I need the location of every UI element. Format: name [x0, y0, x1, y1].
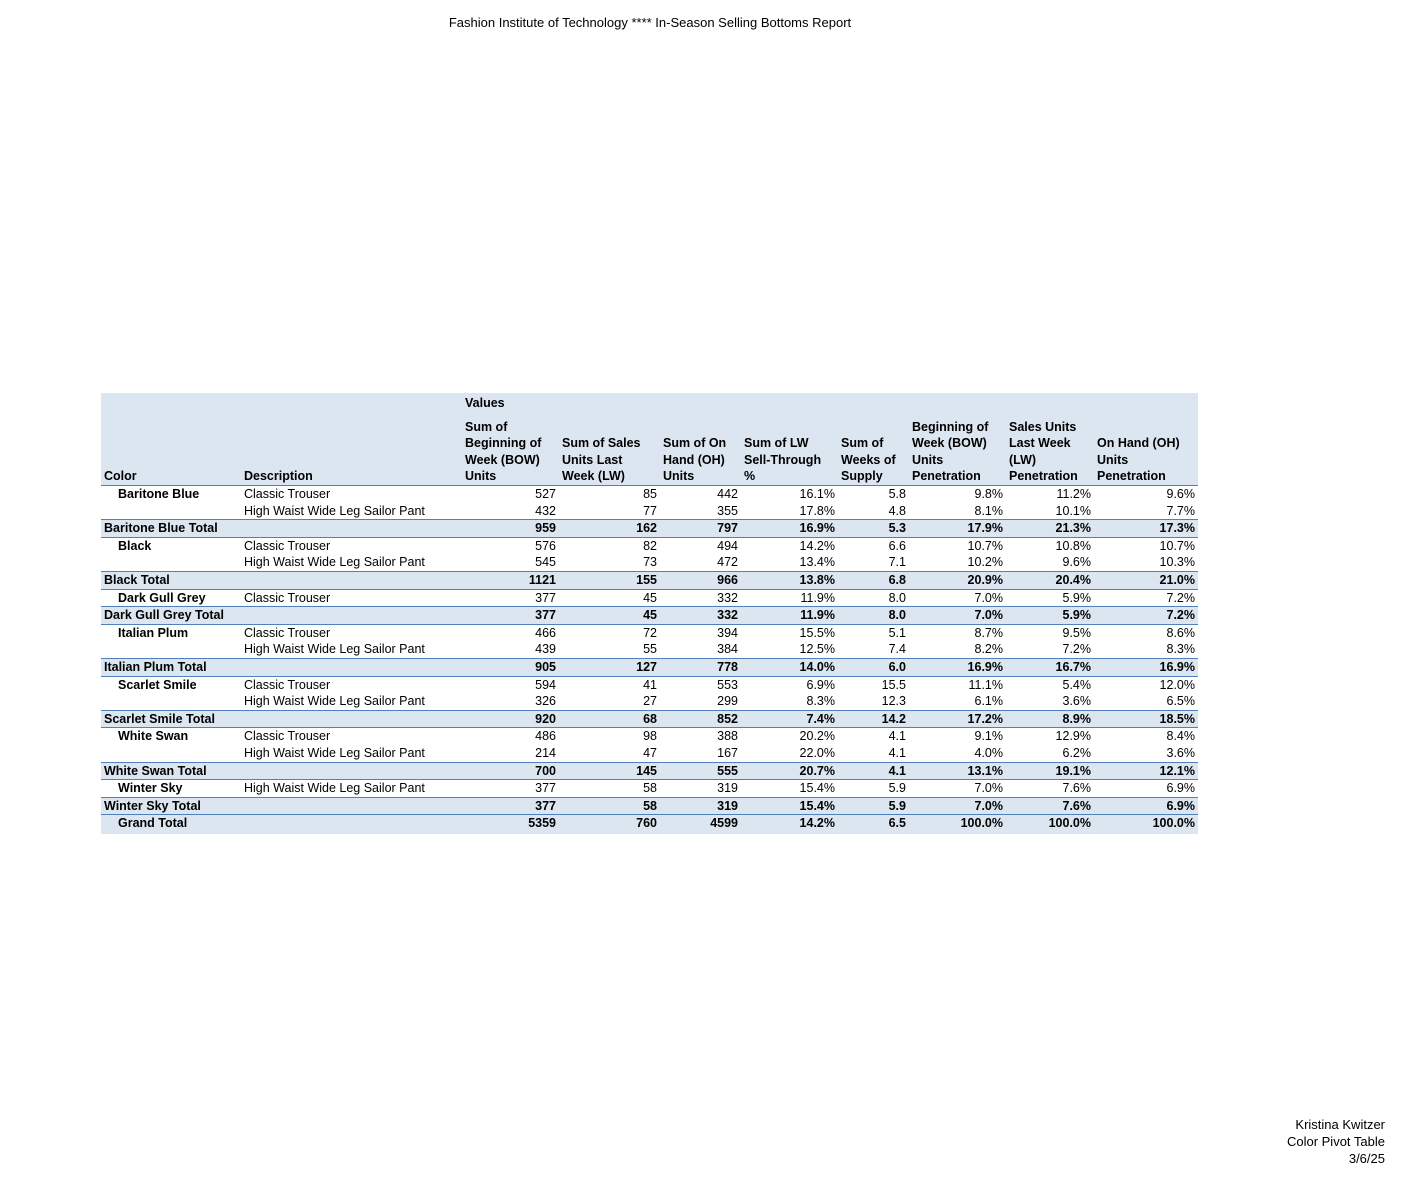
cell-oh-pen: 7.2%	[1166, 590, 1195, 605]
cell-color: Scarlet Smile	[118, 677, 197, 692]
footer-sheet-name: Color Pivot Table	[1286, 1134, 1385, 1149]
cell-sales: 73	[643, 555, 657, 570]
cell-sales: 58	[559, 797, 660, 815]
cell-description	[241, 710, 462, 728]
cell-sales-pen: 21.3%	[1006, 520, 1094, 538]
cell-oh: 494	[717, 538, 738, 553]
cell-sales: 98	[643, 729, 657, 744]
cell-bow-pen: 100.0%	[909, 815, 1006, 833]
cell-oh: 966	[660, 571, 741, 589]
header-on-hand-units[interactable]: Sum of On Hand (OH) Units	[660, 415, 741, 486]
header-oh-penetration[interactable]: On Hand (OH) Units Penetration	[1094, 415, 1198, 486]
cell-bow: 527	[535, 487, 556, 501]
cell-sales-pen: 12.9%	[1055, 729, 1091, 744]
cell-st: 20.2%	[799, 729, 835, 744]
cell-oh: 442	[717, 487, 738, 501]
table-row	[101, 486, 1198, 503]
subtotal-row	[101, 797, 1198, 815]
cell-sales: 760	[559, 815, 660, 833]
cell-bow: 576	[535, 538, 556, 553]
cell-bow-pen: 10.2%	[967, 555, 1003, 570]
table-row	[101, 728, 1198, 745]
cell-sales: 162	[559, 520, 660, 538]
header-bow-penetration[interactable]: Beginning of Week (BOW) Units Penetration	[909, 415, 1006, 486]
cell-color: Grand Total	[101, 815, 241, 833]
cell-bow: 377	[462, 797, 559, 815]
cell-color	[101, 693, 241, 710]
cell-color: Black Total	[101, 571, 241, 589]
cell-sales: 47	[643, 745, 657, 760]
cell-bow: 700	[462, 762, 559, 780]
cell-oh-pen: 6.9%	[1094, 797, 1198, 815]
cell-oh: 555	[660, 762, 741, 780]
cell-oh-pen: 17.3%	[1094, 520, 1198, 538]
cell-oh: 472	[717, 555, 738, 570]
cell-sales-pen: 10.8%	[1055, 538, 1091, 553]
report-title: Fashion Institute of Technology **** In-Season Selling Bottoms Report	[448, 15, 852, 30]
header-blank	[241, 393, 462, 415]
header-weeks-of-supply[interactable]: Sum of Weeks of Supply	[838, 415, 909, 486]
cell-wos: 4.1	[838, 762, 909, 780]
header-sell-through[interactable]: Sum of LW Sell-Through %	[741, 415, 838, 486]
cell-sales: 77	[643, 503, 657, 518]
cell-sales-pen: 6.2%	[1062, 745, 1091, 760]
cell-description: Classic Trouser	[244, 590, 331, 605]
cell-bow-pen: 7.0%	[909, 797, 1006, 815]
cell-oh: 553	[717, 677, 738, 692]
cell-oh: 319	[660, 797, 741, 815]
cell-st: 22.0%	[799, 745, 835, 760]
cell-description: High Waist Wide Leg Sailor Pant	[244, 745, 425, 760]
cell-oh-pen: 3.6%	[1166, 745, 1195, 760]
cell-st: 13.4%	[799, 555, 835, 570]
cell-description	[241, 815, 462, 833]
cell-oh-pen: 100.0%	[1094, 815, 1198, 833]
cell-oh: 355	[717, 503, 738, 518]
cell-wos: 5.8	[888, 487, 906, 501]
cell-bow-pen: 7.0%	[974, 781, 1003, 796]
table-row	[101, 537, 1198, 554]
cell-bow-pen: 10.7%	[967, 538, 1003, 553]
cell-sales: 145	[559, 762, 660, 780]
cell-oh-pen: 6.5%	[1166, 694, 1195, 709]
cell-description: High Waist Wide Leg Sailor Pant	[244, 781, 425, 796]
cell-sales-pen: 5.9%	[1062, 590, 1091, 605]
cell-bow: 214	[535, 745, 556, 760]
cell-oh-pen: 7.2%	[1094, 607, 1198, 625]
cell-oh: 319	[717, 781, 738, 796]
cell-bow: 432	[535, 503, 556, 518]
grand-total-row	[101, 815, 1198, 833]
cell-bow-pen: 17.2%	[909, 710, 1006, 728]
cell-bow-pen: 16.9%	[909, 658, 1006, 676]
cell-color	[101, 745, 241, 762]
cell-color: Dark Gull Grey Total	[101, 607, 241, 625]
cell-sales-pen: 5.9%	[1006, 607, 1094, 625]
cell-st: 7.4%	[741, 710, 838, 728]
cell-oh: 394	[717, 625, 738, 640]
cell-wos: 4.1	[888, 745, 906, 760]
cell-wos: 6.6	[888, 538, 906, 553]
cell-color: Baritone Blue Total	[101, 520, 241, 538]
cell-sales-pen: 7.6%	[1006, 797, 1094, 815]
cell-wos: 7.1	[888, 555, 906, 570]
cell-wos: 5.9	[838, 797, 909, 815]
cell-description: High Waist Wide Leg Sailor Pant	[244, 503, 425, 518]
cell-st: 14.0%	[741, 658, 838, 676]
cell-oh-pen: 12.0%	[1159, 677, 1195, 692]
cell-sales-pen: 3.6%	[1062, 694, 1091, 709]
cell-bow: 439	[535, 642, 556, 657]
table-row	[101, 693, 1198, 710]
table-row	[101, 780, 1198, 798]
cell-sales: 55	[643, 642, 657, 657]
cell-sales: 127	[559, 658, 660, 676]
cell-sales-pen: 11.2%	[1056, 487, 1091, 501]
cell-description: Classic Trouser	[244, 538, 331, 553]
cell-wos: 4.8	[888, 503, 906, 518]
cell-bow: 377	[462, 607, 559, 625]
cell-sales: 58	[643, 781, 657, 796]
cell-color	[101, 554, 241, 571]
footer-author: Kristina Kwitzer	[1295, 1117, 1385, 1132]
header-sales-units[interactable]: Sum of Sales Units Last Week (LW)	[559, 415, 660, 486]
subtotal-row	[101, 520, 1198, 538]
table-row	[101, 641, 1198, 658]
cell-st: 8.3%	[806, 694, 835, 709]
cell-sales-pen: 5.4%	[1062, 677, 1091, 692]
cell-bow: 594	[535, 677, 556, 692]
cell-color: Dark Gull Grey	[118, 590, 206, 605]
cell-st: 15.4%	[799, 781, 835, 796]
cell-oh-pen: 8.6%	[1166, 625, 1195, 640]
cell-wos: 5.1	[888, 625, 906, 640]
cell-sales: 45	[559, 607, 660, 625]
cell-oh: 852	[660, 710, 741, 728]
cell-color	[101, 641, 241, 658]
table-row	[101, 624, 1198, 641]
cell-oh-pen: 8.4%	[1166, 729, 1195, 744]
cell-st: 6.9%	[806, 677, 835, 692]
cell-oh: 4599	[660, 815, 741, 833]
table-row	[101, 745, 1198, 762]
cell-oh: 167	[717, 745, 738, 760]
cell-bow-pen: 9.1%	[974, 729, 1003, 744]
table-row	[101, 676, 1198, 693]
cell-bow-pen: 9.8%	[974, 487, 1003, 501]
cell-st: 14.2%	[799, 538, 835, 553]
cell-oh-pen: 10.3%	[1159, 555, 1195, 570]
cell-description: High Waist Wide Leg Sailor Pant	[244, 642, 425, 657]
cell-oh-pen: 12.1%	[1094, 762, 1198, 780]
cell-wos: 6.8	[838, 571, 909, 589]
cell-st: 11.9%	[741, 607, 838, 625]
cell-color	[101, 503, 241, 520]
cell-st: 15.5%	[799, 625, 835, 640]
cell-color: Italian Plum Total	[101, 658, 241, 676]
cell-color: Winter Sky	[118, 781, 183, 796]
cell-description: High Waist Wide Leg Sailor Pant	[244, 555, 425, 570]
cell-bow: 959	[462, 520, 559, 538]
cell-oh: 778	[660, 658, 741, 676]
cell-sales: 155	[559, 571, 660, 589]
cell-oh: 384	[717, 642, 738, 657]
cell-bow-pen: 4.0%	[974, 745, 1003, 760]
cell-bow-pen: 6.1%	[974, 694, 1003, 709]
cell-sales: 45	[643, 590, 657, 605]
cell-sales: 72	[643, 625, 657, 640]
cell-bow: 545	[535, 555, 556, 570]
cell-wos: 12.3	[881, 694, 906, 709]
cell-wos: 6.5	[838, 815, 909, 833]
pivot-table	[101, 393, 1198, 834]
cell-sales-pen: 7.2%	[1062, 642, 1091, 657]
cell-bow-pen: 13.1%	[909, 762, 1006, 780]
subtotal-row	[101, 710, 1198, 728]
cell-st: 20.7%	[741, 762, 838, 780]
cell-sales-pen: 20.4%	[1006, 571, 1094, 589]
cell-bow-pen: 7.0%	[974, 590, 1003, 605]
cell-description	[241, 658, 462, 676]
cell-st: 17.8%	[799, 503, 835, 518]
cell-st: 12.5%	[799, 642, 835, 657]
cell-description: Classic Trouser	[244, 487, 331, 501]
cell-color: Winter Sky Total	[101, 797, 241, 815]
table-row	[101, 554, 1198, 571]
cell-oh-pen: 18.5%	[1094, 710, 1198, 728]
subtotal-row	[101, 607, 1198, 625]
cell-description	[241, 520, 462, 538]
cell-st: 14.2%	[741, 815, 838, 833]
cell-oh-pen: 7.7%	[1166, 503, 1195, 518]
footer	[1287, 1116, 1385, 1167]
cell-bow: 377	[535, 590, 556, 605]
cell-bow-pen: 20.9%	[909, 571, 1006, 589]
cell-sales: 41	[643, 677, 657, 692]
subtotal-row	[101, 658, 1198, 676]
header-sales-penetration[interactable]: Sales Units Last Week (LW) Penetration	[1006, 415, 1094, 486]
subtotal-row	[101, 571, 1198, 589]
cell-sales-pen: 9.5%	[1062, 625, 1091, 640]
table-row	[101, 503, 1198, 520]
cell-bow: 377	[535, 781, 556, 796]
cell-oh: 388	[717, 729, 738, 744]
cell-oh-pen: 9.6%	[1166, 487, 1195, 501]
cell-color: Baritone Blue	[118, 487, 200, 501]
cell-color: Italian Plum	[118, 625, 189, 640]
cell-oh-pen: 10.7%	[1159, 538, 1195, 553]
cell-bow-pen: 8.7%	[974, 625, 1003, 640]
cell-wos: 4.1	[888, 729, 906, 744]
cell-wos: 5.3	[838, 520, 909, 538]
cell-wos: 6.0	[838, 658, 909, 676]
cell-description	[241, 571, 462, 589]
cell-color: Scarlet Smile Total	[101, 710, 241, 728]
subtotal-row	[101, 762, 1198, 780]
cell-color: White Swan	[118, 729, 189, 744]
cell-bow-pen: 8.2%	[974, 642, 1003, 657]
cell-bow: 5359	[462, 815, 559, 833]
cell-description: High Waist Wide Leg Sailor Pant	[244, 694, 425, 709]
values-label: Values	[462, 393, 1198, 415]
table-row	[101, 589, 1198, 607]
cell-sales-pen: 8.9%	[1006, 710, 1094, 728]
cell-description: Classic Trouser	[244, 729, 331, 744]
cell-bow: 920	[462, 710, 559, 728]
cell-oh: 332	[717, 590, 738, 605]
cell-bow-pen: 8.1%	[974, 503, 1003, 518]
header-bow-units[interactable]: Sum of Beginning of Week (BOW) Units	[462, 415, 559, 486]
cell-st: 16.9%	[741, 520, 838, 538]
header-description[interactable]: Description	[241, 415, 462, 486]
cell-sales-pen: 10.1%	[1055, 503, 1091, 518]
header-blank	[101, 393, 241, 415]
cell-description	[241, 797, 462, 815]
cell-color: Black	[118, 538, 152, 553]
cell-description: Classic Trouser	[244, 677, 331, 692]
cell-sales-pen: 16.7%	[1006, 658, 1094, 676]
cell-wos: 14.2	[838, 710, 909, 728]
cell-color: White Swan Total	[101, 762, 241, 780]
cell-bow: 905	[462, 658, 559, 676]
cell-st: 16.1%	[799, 487, 835, 501]
cell-bow: 1121	[462, 571, 559, 589]
cell-oh-pen: 16.9%	[1094, 658, 1198, 676]
cell-st: 13.8%	[741, 571, 838, 589]
cell-sales: 68	[559, 710, 660, 728]
cell-bow-pen: 17.9%	[909, 520, 1006, 538]
cell-oh-pen: 6.9%	[1166, 781, 1195, 796]
cell-wos: 5.9	[888, 781, 906, 796]
cell-bow: 466	[535, 625, 556, 640]
cell-bow-pen: 7.0%	[909, 607, 1006, 625]
cell-st: 15.4%	[741, 797, 838, 815]
header-color[interactable]: Color	[101, 415, 241, 486]
cell-oh: 332	[660, 607, 741, 625]
cell-st: 11.9%	[800, 590, 835, 605]
cell-sales-pen: 100.0%	[1006, 815, 1094, 833]
footer-date: 3/6/25	[1348, 1151, 1385, 1166]
cell-wos: 15.5	[881, 677, 906, 692]
cell-description: Classic Trouser	[244, 625, 331, 640]
cell-wos: 8.0	[838, 607, 909, 625]
cell-oh: 299	[717, 694, 738, 709]
cell-oh-pen: 21.0%	[1094, 571, 1198, 589]
cell-oh: 797	[660, 520, 741, 538]
cell-description	[241, 607, 462, 625]
cell-oh-pen: 8.3%	[1166, 642, 1195, 657]
cell-sales-pen: 9.6%	[1062, 555, 1091, 570]
cell-sales-pen: 19.1%	[1006, 762, 1094, 780]
cell-sales-pen: 7.6%	[1062, 781, 1091, 796]
cell-bow: 486	[535, 729, 556, 744]
cell-sales: 82	[643, 538, 657, 553]
cell-bow: 326	[535, 694, 556, 709]
cell-sales: 85	[643, 487, 657, 501]
cell-wos: 8.0	[888, 590, 906, 605]
cell-sales: 27	[643, 694, 657, 709]
cell-wos: 7.4	[888, 642, 906, 657]
cell-description	[241, 762, 462, 780]
cell-bow-pen: 11.1%	[968, 677, 1003, 692]
